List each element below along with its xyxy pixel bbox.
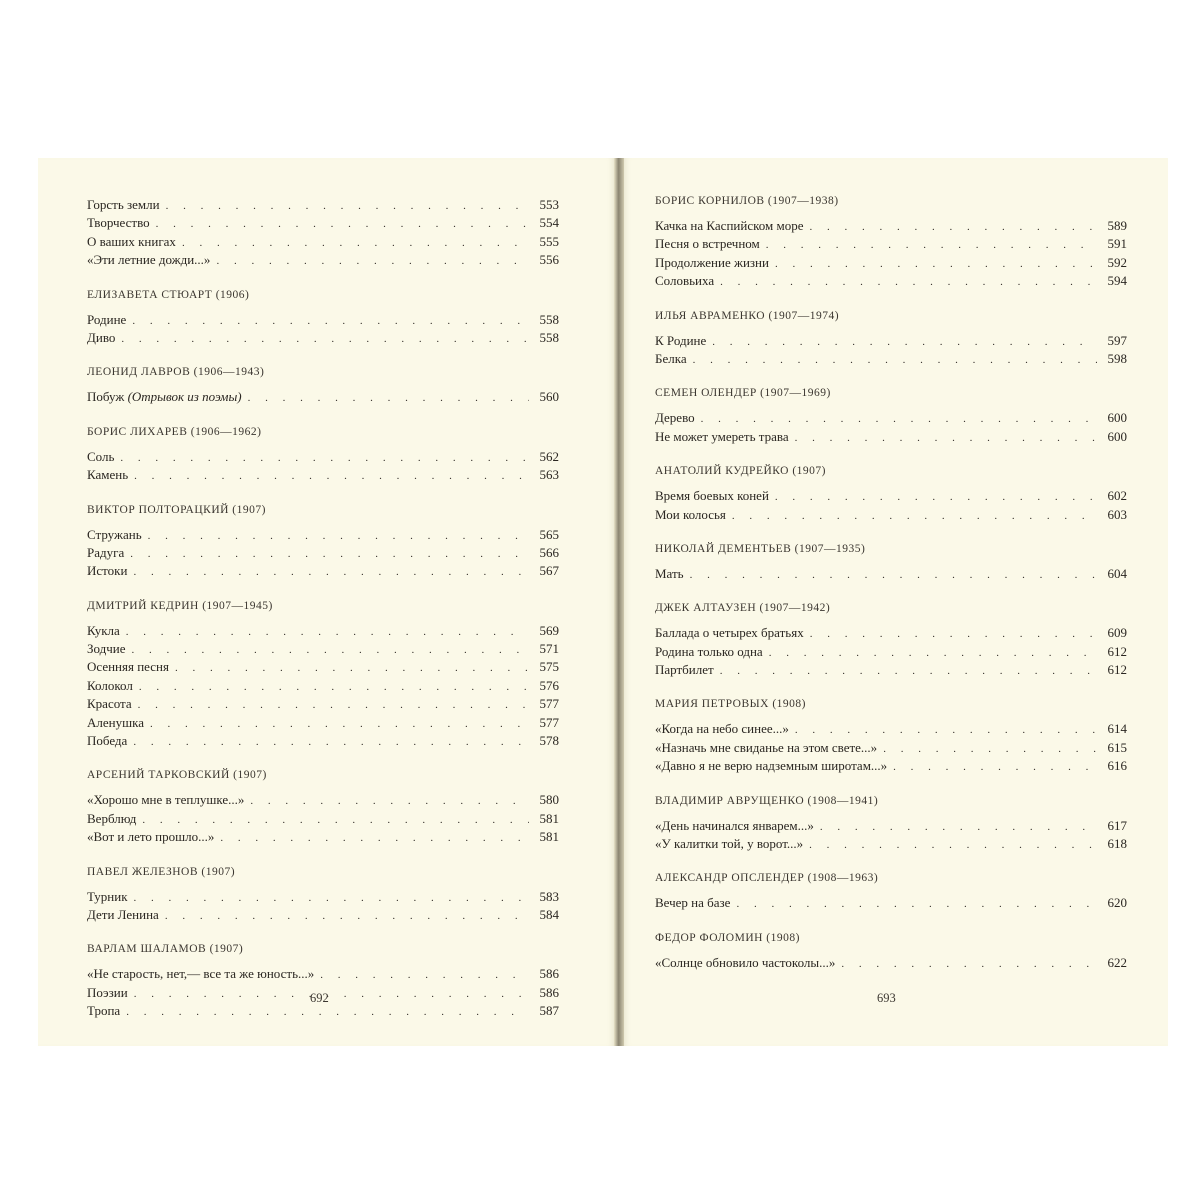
entry-title: Время боевых коней (655, 488, 769, 504)
toc-entry (87, 311, 559, 329)
dot-leader (134, 889, 529, 907)
entry-title-group (655, 332, 712, 350)
author-heading: ВЛАДИМИР АВРУЩЕНКО (1908—1941) (655, 794, 879, 807)
entry-page-number: 580 (539, 792, 559, 808)
dot-leader (690, 566, 1097, 584)
dot-leader (126, 623, 529, 641)
toc-entry (87, 466, 559, 484)
entry-title-group (655, 624, 810, 642)
dot-leader (165, 907, 529, 925)
dot-leader (732, 507, 1097, 525)
author-heading: БОРИС ЛИХАРЕВ (1906—1962) (87, 425, 262, 438)
author-heading: АЛЕКСАНДР ОПСЛЕНДЕР (1908—1963) (655, 872, 879, 885)
toc-entry (87, 544, 559, 562)
entry-page-number: 614 (1107, 721, 1127, 737)
entry-title-group (655, 254, 775, 272)
entry-page-number: 575 (539, 659, 559, 675)
entry-page-number: 591 (1107, 236, 1127, 252)
toc-entry (655, 428, 1127, 446)
entry-page-number: 604 (1107, 565, 1127, 581)
toc-entry (87, 329, 559, 347)
entry-title: Соль (87, 448, 115, 464)
page-number-left: 692 (310, 991, 329, 1005)
entry-title-group (87, 640, 132, 658)
author-heading: МАРИЯ ПЕТРОВЫХ (1908) (655, 698, 807, 711)
dot-leader (720, 662, 1097, 680)
dot-leader (139, 678, 529, 696)
author-heading: ФЕДОР ФОЛОМИН (1908) (655, 931, 800, 944)
entry-title-group (655, 350, 693, 368)
entry-title-group (87, 658, 175, 676)
entry-title: Победа (87, 733, 128, 749)
entry-title-group (655, 894, 736, 912)
entry-title-group (655, 217, 809, 235)
entry-page-number: 563 (539, 467, 559, 483)
entry-title-group (87, 714, 150, 732)
entry-page-number: 600 (1107, 428, 1127, 444)
toc-entry (655, 565, 1127, 583)
toc-entry (87, 828, 559, 846)
author-heading: ВИКТОР ПОЛТОРАЦКИЙ (1907) (87, 503, 266, 516)
dot-leader (134, 985, 529, 1003)
entry-title: Радуга (87, 544, 125, 560)
entry-title-group (87, 251, 216, 269)
entry-page-number: 577 (539, 714, 559, 730)
entry-title: «Эти летние дожди...» (87, 252, 211, 268)
entry-title: Творчество (87, 215, 150, 231)
dot-leader (701, 410, 1097, 428)
toc-entry (655, 254, 1127, 272)
dot-leader (736, 895, 1097, 913)
entry-page-number: 586 (539, 966, 559, 982)
entry-page-number: 584 (539, 906, 559, 922)
dot-leader (138, 696, 529, 714)
toc-entry (87, 562, 559, 580)
entry-title-group (87, 329, 121, 347)
entry-page-number: 577 (539, 696, 559, 712)
dot-leader (134, 467, 529, 485)
dot-leader (216, 252, 529, 270)
dot-leader (132, 312, 529, 330)
entry-title-group (655, 835, 809, 853)
entry-title-group (655, 720, 795, 738)
entry-title: Тропа (87, 1003, 121, 1019)
entry-page-number: 618 (1107, 836, 1127, 852)
dot-leader (133, 563, 529, 581)
entry-page-number: 569 (539, 622, 559, 638)
dot-leader (766, 236, 1097, 254)
dot-leader (320, 966, 529, 984)
left-contents-column (87, 196, 559, 1021)
entry-title: «Хорошо мне в теплушке...» (87, 792, 245, 808)
entry-title: Турник (87, 888, 128, 904)
dot-leader (809, 218, 1097, 236)
dot-leader (775, 255, 1097, 273)
entry-title-group (655, 272, 720, 290)
author-heading: ЛЕОНИД ЛАВРОВ (1906—1943) (87, 366, 265, 379)
dot-leader (820, 818, 1097, 836)
entry-title-group (87, 888, 134, 906)
author-heading: ИЛЬЯ АВРАМЕНКО (1907—1974) (655, 309, 840, 322)
toc-entry (655, 624, 1127, 642)
entry-page-number: 587 (539, 1003, 559, 1019)
entry-title-group (655, 565, 690, 583)
dot-leader (130, 545, 529, 563)
dot-leader (795, 721, 1097, 739)
author-heading: СЕМЕН ОЛЕНДЕР (1907—1969) (655, 387, 831, 400)
dot-leader (810, 625, 1097, 643)
entry-title: Не может умереть трава (655, 428, 789, 444)
entry-title-group (87, 810, 142, 828)
author-heading: ПАВЕЛ ЖЕЛЕЗНОВ (1907) (87, 865, 236, 878)
entry-title: «Когда на небо синее...» (655, 721, 789, 737)
entry-title: К Родине (655, 332, 707, 348)
entry-title: «У калитки той, у ворот...» (655, 836, 804, 852)
entry-title: «День начинался январем...» (655, 817, 814, 833)
entry-page-number: 620 (1107, 895, 1127, 911)
toc-entry (655, 350, 1127, 368)
entry-title: Красота (87, 696, 132, 712)
entry-page-number: 566 (539, 544, 559, 560)
entry-note: (Отрывок из поэмы) (127, 389, 242, 405)
entry-page-number: 553 (539, 197, 559, 212)
entry-page-number: 558 (539, 329, 559, 345)
entry-page-number: 600 (1107, 410, 1127, 426)
toc-entry (87, 695, 559, 713)
toc-entry (87, 448, 559, 466)
dot-leader (156, 215, 529, 233)
author-heading: АРСЕНИЙ ТАРКОВСКИЙ (1907) (87, 769, 267, 782)
toc-entry (655, 954, 1127, 972)
entry-title-group (87, 1002, 126, 1020)
toc-entry (655, 661, 1127, 679)
entry-page-number: 578 (539, 733, 559, 749)
entry-title: Колокол (87, 677, 133, 693)
entry-title-group (87, 984, 134, 1002)
dot-leader (248, 389, 529, 407)
toc-entry (87, 732, 559, 750)
entry-page-number: 609 (1107, 625, 1127, 641)
entry-title: «Не старость, нет,— все та же юность...» (87, 966, 315, 982)
entry-page-number: 581 (539, 829, 559, 845)
entry-page-number: 554 (539, 215, 559, 231)
entry-title-group (87, 906, 165, 924)
entry-title-group (655, 235, 766, 253)
entry-title: Вечер на базе (655, 895, 731, 911)
entry-title: Верблюд (87, 810, 137, 826)
toc-entry (87, 233, 559, 251)
toc-entry (87, 714, 559, 732)
entry-page-number: 597 (1107, 332, 1127, 348)
entry-title-group (655, 817, 820, 835)
toc-entry (655, 506, 1127, 524)
entry-page-number: 562 (539, 448, 559, 464)
entry-title-group (87, 196, 166, 214)
entry-title-group (87, 965, 320, 983)
entry-title: Истоки (87, 563, 128, 579)
entry-title: Горсть земли (87, 197, 160, 212)
toc-entry (87, 906, 559, 924)
entry-title: Дерево (655, 410, 695, 426)
entry-title: Продолжение жизни (655, 254, 769, 270)
entry-title: О ваших книгах (87, 233, 176, 249)
toc-entry (87, 810, 559, 828)
toc-entry (87, 658, 559, 676)
page-number-right: 693 (877, 991, 896, 1005)
entry-title: Качка на Каспийском море (655, 218, 804, 233)
entry-title-group (87, 233, 182, 251)
entry-title-group (655, 409, 701, 427)
entry-title-group (87, 732, 133, 750)
entry-title-group (655, 643, 769, 661)
entry-title-group (655, 661, 720, 679)
entry-title: Осенняя песня (87, 659, 169, 675)
entry-page-number: 565 (539, 526, 559, 542)
entry-title: Дети Ленина (87, 906, 159, 922)
entry-page-number: 598 (1107, 350, 1127, 366)
toc-entry (655, 409, 1127, 427)
entry-title-group (87, 214, 156, 232)
entry-title: Родине (87, 311, 127, 327)
entry-title: «Солнце обновило частоколы...» (655, 954, 836, 970)
dot-leader (883, 740, 1097, 758)
toc-entry (655, 739, 1127, 757)
entry-page-number: 592 (1107, 254, 1127, 270)
dot-leader (220, 829, 529, 847)
right-contents-column (655, 193, 1127, 972)
entry-page-number: 612 (1107, 662, 1127, 678)
dot-leader (121, 330, 529, 348)
entry-page-number: 603 (1107, 506, 1127, 522)
dot-leader (795, 429, 1097, 447)
entry-page-number: 612 (1107, 643, 1127, 659)
entry-page-number: 558 (539, 311, 559, 327)
entry-title: Зодчие (87, 641, 126, 657)
dot-leader (769, 644, 1097, 662)
entry-title-group (87, 695, 138, 713)
dot-leader (693, 351, 1097, 369)
toc-entry (655, 817, 1127, 835)
author-heading: ДМИТРИЙ КЕДРИН (1907—1945) (87, 599, 273, 612)
entry-title-group (655, 739, 883, 757)
author-heading: ЕЛИЗАВЕТА СТЮАРТ (1906) (87, 288, 250, 301)
toc-entry (87, 214, 559, 232)
entry-title: Диво (87, 329, 116, 345)
toc-entry (655, 332, 1127, 350)
entry-page-number: 616 (1107, 758, 1127, 774)
dot-leader (809, 836, 1097, 854)
dot-leader (841, 955, 1097, 973)
entry-title: Кукла (87, 622, 120, 638)
entry-title: «Вот и лето прошло...» (87, 829, 215, 845)
entry-page-number: 589 (1107, 218, 1127, 233)
toc-entry (87, 251, 559, 269)
book-gutter (614, 158, 624, 1046)
entry-title: Баллада о четырех братьях (655, 625, 804, 641)
dot-leader (133, 733, 529, 751)
entry-title-group (655, 954, 841, 972)
entry-title-group (87, 828, 220, 846)
toc-entry (655, 487, 1127, 505)
entry-title-group (655, 487, 775, 505)
entry-page-number: 567 (539, 563, 559, 579)
toc-entry (655, 643, 1127, 661)
toc-entry (655, 217, 1127, 235)
entry-title: Побуж (87, 389, 125, 405)
entry-title: «Давно я не верю надземным широтам...» (655, 758, 888, 774)
entry-title: Партбилет (655, 662, 714, 678)
entry-title-group (87, 448, 120, 466)
dot-leader (775, 488, 1097, 506)
entry-title-group (655, 506, 732, 524)
author-heading: БОРИС КОРНИЛОВ (1907—1938) (655, 195, 839, 207)
toc-entry (87, 888, 559, 906)
toc-entry (655, 894, 1127, 912)
toc-entry (87, 622, 559, 640)
dot-leader (893, 758, 1097, 776)
entry-title: Аленушка (87, 714, 145, 730)
entry-title: Мать (655, 565, 684, 581)
entry-page-number: 602 (1107, 488, 1127, 504)
entry-title-group (87, 791, 250, 809)
dot-leader (182, 234, 529, 252)
entry-page-number: 560 (539, 389, 559, 405)
entry-title: Камень (87, 467, 129, 483)
toc-entry (655, 272, 1127, 290)
toc-entry (655, 835, 1127, 853)
toc-entry (87, 677, 559, 695)
toc-entry (655, 757, 1127, 775)
entry-page-number: 615 (1107, 739, 1127, 755)
dot-leader (166, 197, 529, 215)
entry-title-group (87, 388, 248, 406)
dot-leader (132, 641, 529, 659)
entry-title-group (87, 526, 148, 544)
dot-leader (142, 811, 529, 829)
entry-page-number: 555 (539, 233, 559, 249)
entry-title: Стружань (87, 526, 142, 542)
entry-title-group (87, 311, 132, 329)
entry-page-number: 586 (539, 984, 559, 1000)
entry-page-number: 622 (1107, 954, 1127, 970)
dot-leader (720, 273, 1097, 291)
entry-title-group (655, 428, 795, 446)
entry-title-group (87, 622, 126, 640)
dot-leader (148, 527, 529, 545)
entry-title: Поэзии (87, 984, 128, 1000)
dot-leader (175, 659, 529, 677)
dot-leader (120, 449, 529, 467)
author-heading: ВАРЛАМ ШАЛАМОВ (1907) (87, 943, 244, 956)
entry-page-number: 581 (539, 810, 559, 826)
toc-entry (655, 235, 1127, 253)
entry-title: Белка (655, 350, 687, 366)
entry-page-number: 571 (539, 641, 559, 657)
entry-page-number: 556 (539, 252, 559, 268)
entry-title: Мои колосья (655, 506, 726, 522)
toc-entry (87, 965, 559, 983)
dot-leader (712, 333, 1097, 351)
toc-entry (655, 720, 1127, 738)
toc-entry (87, 196, 559, 214)
entry-title-group (87, 677, 139, 695)
entry-title: Соловьиха (655, 273, 715, 289)
entry-title-group (87, 562, 133, 580)
toc-entry (87, 388, 559, 406)
author-heading: АНАТОЛИЙ КУДРЕЙКО (1907) (655, 465, 827, 478)
entry-title-group (87, 466, 134, 484)
toc-entry (87, 791, 559, 809)
dot-leader (250, 792, 529, 810)
dot-leader (150, 715, 529, 733)
toc-entry (87, 640, 559, 658)
toc-entry (87, 526, 559, 544)
entry-page-number: 617 (1107, 817, 1127, 833)
author-heading: ДЖЕК АЛТАУЗЕН (1907—1942) (655, 602, 831, 615)
entry-title: Родина только одна (655, 643, 763, 659)
entry-page-number: 576 (539, 677, 559, 693)
entry-page-number: 583 (539, 888, 559, 904)
entry-title: Песня о встречном (655, 236, 760, 252)
entry-title-group (655, 757, 893, 775)
entry-title: «Назначь мне свиданье на этом свете...» (655, 739, 878, 755)
entry-page-number: 594 (1107, 273, 1127, 289)
author-heading: НИКОЛАЙ ДЕМЕНТЬЕВ (1907—1935) (655, 542, 866, 555)
entry-title-group (87, 544, 130, 562)
